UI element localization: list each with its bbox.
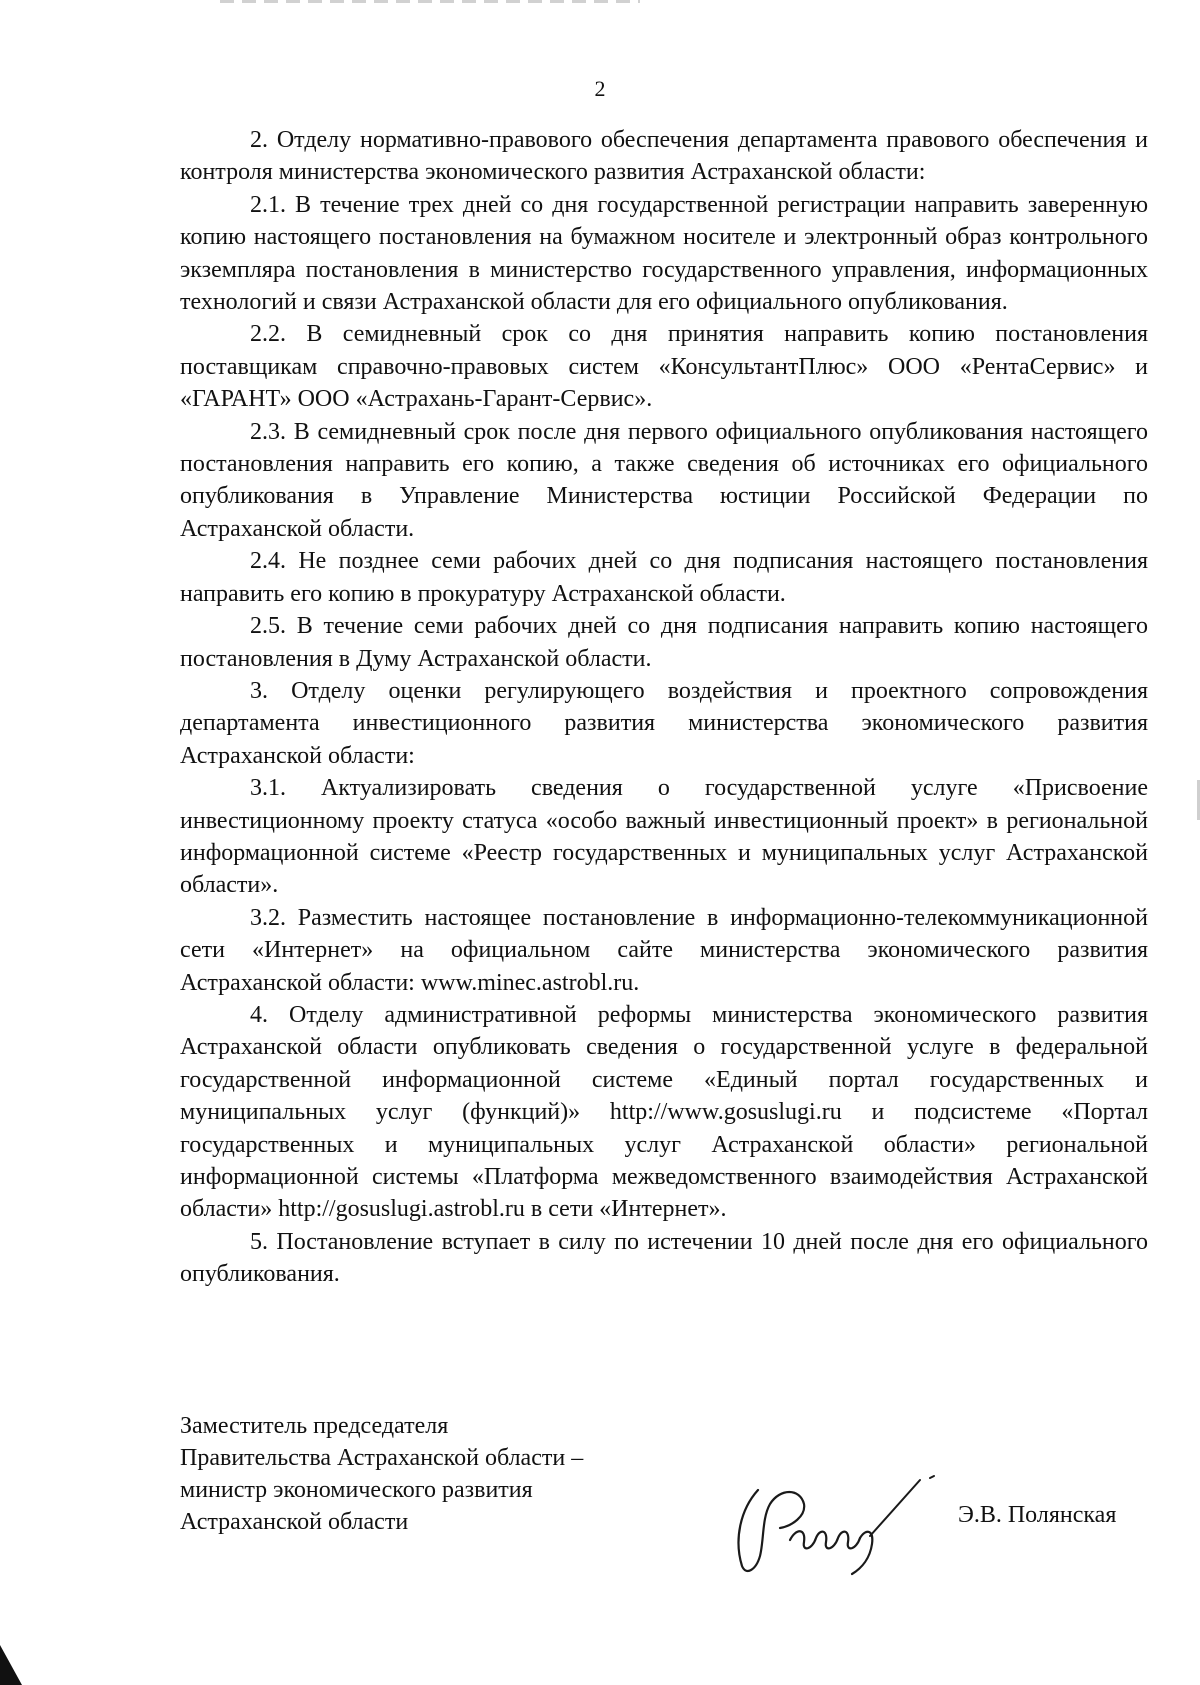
paragraph-2: 2. Отделу нормативно-правового обеспечения департамента правового обеспечения и контроля министерства экономического развития Астраханской области: <box>180 127 1148 186</box>
document-body <box>180 124 1148 1291</box>
handwritten-signature <box>730 1470 940 1580</box>
page-number: 2 <box>594 76 606 101</box>
scan-artifact-top <box>220 0 640 3</box>
paragraph-2-2: 2.2. В семидневный срок со дня принятия направить копию постановления поставщикам справочно-правовых систем «КонсультантПлюс» ООО «РентаСервис» и «ГАРАНТ» ООО «Астрахань-Гарант-Сервис». <box>180 321 1148 413</box>
position-line: Правительства Астраханской области – <box>180 1445 584 1471</box>
signer-name: Э.В. Полянская <box>958 1502 1117 1528</box>
paragraph-5: 5. Постановление вступает в силу по истечении 10 дней после дня его официального опубликования. <box>180 1228 1148 1288</box>
scan-artifact-corner <box>0 1645 22 1685</box>
position-line: Астраханской области <box>180 1509 409 1535</box>
paragraph-2-5: 2.5. В течение семи рабочих дней со дня подписания направить копию настоящего постановления в Думу Астраханской области. <box>180 613 1148 672</box>
position-line: министр экономического развития <box>180 1477 533 1503</box>
position-line: Заместитель председателя <box>180 1413 449 1439</box>
paragraph-3-2: 3.2. Разместить настоящее постановление в информационно-телекоммуникационной сети «Интернет» на официальном сайте министерства экономического развития Астраханской области: www.minec.astrobl.ru. <box>180 904 1148 996</box>
signatory-position <box>180 1410 680 1538</box>
paragraph-2-4: 2.4. Не позднее семи рабочих дней со дня подписания настоящего постановления направить его копию в прокуратуру Астраханской области. <box>180 548 1148 607</box>
paragraph-3-1: 3.1. Актуализировать сведения о государственной услуге «Присвоение инвестиционному проекту статуса «особо важный инвестиционный проект» в региональной информационной системе «Реестр государственных и муниципальных услуг Астраханской области». <box>180 775 1148 899</box>
paragraph-4: 4. Отделу административной реформы министерства экономического развития Астраханской области опубликовать сведения о государственной услуге в федеральной государственной информационной системе «Единый портал государственных и муниципальных услуг (функций)» http://www.gosuslugi.ru и подсистеме «Портал государственных и муниципальных услуг Астраханской области» региональной информационной системы «Платформа межведомственного взаимодействия Астраханской области» http://gosuslugi.astrobl.ru в сети «Интернет». <box>180 1001 1148 1223</box>
paragraph-2-1: 2.1. В течение трех дней со дня государственной регистрации направить заверенную копию настоящего постановления на бумажном носителе и электронный образ контрольного экземпляра постановления в министерство государственного управления, информационных технологий и связи Астраханской области для его официального опубликования. <box>180 191 1148 316</box>
paragraph-3: 3. Отделу оценки регулирующего воздействия и проектного сопровождения департамента инвестиционного развития министерства экономического развития Астраханской области: <box>180 677 1148 769</box>
paragraph-2-3: 2.3. В семидневный срок после дня первого официального опубликования настоящего постановления направить его копию, а также сведения об источниках его официального опубликования в Управление Министерства юстиции Российской Федерации по Астраханской области. <box>180 418 1148 542</box>
